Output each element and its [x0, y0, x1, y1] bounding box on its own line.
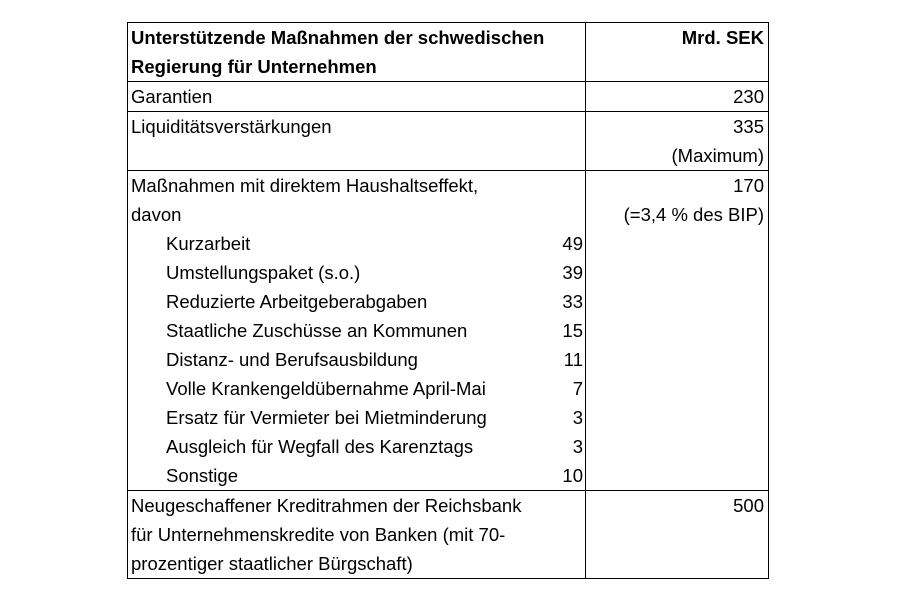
sub-items-list: [128, 229, 585, 490]
sub-item-value: 10: [562, 465, 583, 486]
table-header-row: [128, 23, 769, 82]
sub-item-label: Sonstige: [166, 465, 238, 486]
row-value-cell: [586, 82, 769, 111]
row-value: 230: [733, 86, 764, 107]
row-note: (Maximum): [671, 145, 764, 166]
sub-item-label: Reduzierte Arbeitgeberabgaben: [166, 291, 428, 312]
row-value: 170: [733, 175, 764, 196]
sub-item-value: 15: [562, 320, 583, 341]
row-note: (=3,4 % des BIP): [623, 204, 764, 225]
sub-item-value: 3: [572, 407, 583, 428]
table-row-liquiditaet: [128, 112, 769, 171]
row-value: 500: [733, 495, 764, 516]
sub-item-sonstige: [128, 461, 585, 490]
sub-item-kommunen: [128, 316, 585, 345]
row-label: Liquiditätsverstärkungen: [131, 116, 332, 137]
sub-item-value: 3: [572, 436, 583, 457]
sub-item-umstellungspaket: [128, 258, 585, 287]
sub-item-value: 33: [562, 291, 583, 312]
sub-item-label: Distanz- und Berufsausbildung: [166, 349, 418, 370]
sub-item-ausbildung: [128, 345, 585, 374]
sub-item-krankengeld: [128, 374, 585, 403]
sub-item-label: Staatliche Zuschüsse an Kommunen: [166, 320, 468, 341]
row-label: Garantien: [131, 86, 213, 107]
row-label-line3: prozentiger staatlicher Bürgschaft): [131, 553, 413, 574]
sub-item-label: Ausgleich für Wegfall des Karenztags: [166, 436, 474, 457]
row-value-cell: [586, 112, 769, 170]
sub-item-label: Ersatz für Vermieter bei Mietminderung: [166, 407, 487, 428]
header-title-line2: Regierung für Unternehmen: [131, 56, 377, 77]
sub-item-value: 11: [563, 349, 583, 370]
sub-item-value: 39: [562, 262, 583, 283]
measures-table: [127, 22, 769, 579]
row-label-line1: Neugeschaffener Kreditrahmen der Reichsbank: [131, 495, 522, 516]
header-title-cell: [128, 23, 586, 81]
header-unit: Mrd. SEK: [681, 27, 764, 48]
sub-item-value: 49: [562, 233, 583, 254]
spacer-line: [128, 141, 585, 170]
sub-item-label: Umstellungspaket (s.o.): [166, 262, 361, 283]
sub-item-label: Volle Krankengeldübernahme April-Mai: [166, 378, 486, 399]
row-value: 335: [733, 116, 764, 137]
row-label-cell: [128, 491, 586, 578]
row-value-cell: [586, 171, 769, 490]
row-label-cell: [128, 171, 586, 490]
row-label-cell: [128, 112, 586, 170]
row-label-line2: für Unternehmenskredite von Banken (mit 70-: [131, 524, 506, 545]
sub-item-kurzarbeit: [128, 229, 585, 258]
row-label-cell: [128, 82, 586, 111]
row-label-line2: davon: [131, 204, 182, 225]
sub-item-arbeitgeberabgaben: [128, 287, 585, 316]
table-row-garantien: [128, 82, 769, 112]
sub-item-vermieter: [128, 403, 585, 432]
header-title-line1: Unterstützende Maßnahmen der schwedischen: [131, 27, 545, 48]
sub-item-karenztag: [128, 432, 585, 461]
table-row-kredit: [128, 491, 769, 579]
sub-item-value: 7: [572, 378, 583, 399]
row-label-line1: Maßnahmen mit direktem Haushaltseffekt,: [131, 175, 479, 196]
table-row-haushalt: [128, 171, 769, 491]
row-value-cell: [586, 491, 769, 578]
header-unit-cell: [586, 23, 769, 81]
sub-item-label: Kurzarbeit: [166, 233, 251, 254]
